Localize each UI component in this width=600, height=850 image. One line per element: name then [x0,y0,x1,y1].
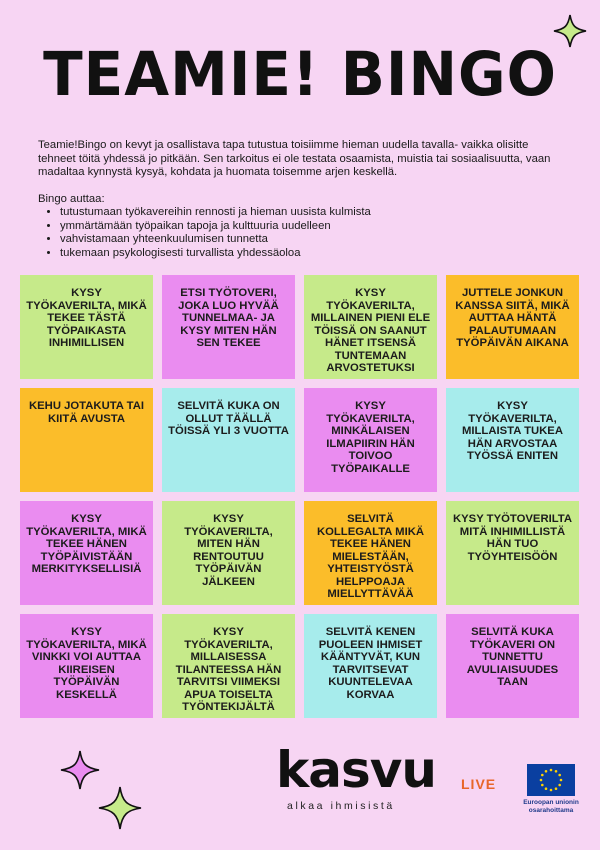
list-item: • ymmärtämään työpaikan tapoja ja kulttuuria uudelleen [60,220,568,234]
kasvu-logo: kasvu [276,741,436,799]
bingo-card: JUTTELE JONKUN KANSSA SIITÄ, MIKÄ AUTTAA HÄNTÄ PALAUTUMAAN TYÖPÄIVÄN AIKANA [446,275,579,379]
bingo-card: KYSY TYÖKAVERILTA, MILLAISTA TUKEA HÄN ARVOSTAA TYÖSSÄ ENITEN [446,388,579,492]
bingo-card: KYSY TYÖKAVERILTA, MILLAISESSA TILANTEESSA HÄN TARVITSI VIIMEKSI APUA TOISELTA TYÖNTEKIJÄLTÄ [162,614,295,718]
bingo-card: KYSY TYÖKAVERILTA, MIKÄ TEKEE TÄSTÄ TYÖPAIKASTA INHIMILLISEN [20,275,153,379]
intro-section [38,139,568,260]
intro-lead: Teamie!Bingo on kevyt ja osallistava tapa tutustua toisiimme hieman uudella tavalla- vaikka olisitte tehneet töitä yhdessä jo pitkään. Sen tarkoitus ei ole testata osaamista, muistia tai sosiaalisuutta, vaan madaltaa kynnystä kysyä, kohdata ja huomata toisemme arjen keskellä. [38,139,551,178]
bingo-card: KYSY TYÖKAVERILTA, MILLAINEN PIENI ELE TÖISSÄ ON SAANUT HÄNET ITSENSÄ TUNTEMAAN ARVOSTETUKSI [304,275,437,379]
sparkle-icon [60,750,100,790]
bingo-grid [20,275,579,718]
bingo-card: KYSY TYÖTOVERILTA MITÄ INHIMILLISTÄ HÄN TUO TYÖYHTEISÖÖN [446,501,579,605]
sparkle-icon [553,14,587,48]
list-item: • tukemaan psykologisesti turvallista yhdessäoloa [60,247,568,261]
eu-funding-text: Euroopan unionin osarahoittama [523,799,579,814]
bingo-card: KYSY TYÖKAVERILTA, MIKÄ VINKKI VOI AUTTAA KIIREISEN TYÖPÄIVÄN KESKELLÄ [20,614,153,718]
list-item: • vahvistamaan yhteenkuulumisen tunnetta [60,233,568,247]
bingo-card: SELVITÄ KUKA TYÖKAVERI ON TUNNETTU AVULIAISUUDES TAAN [446,614,579,718]
bingo-card: SELVITÄ KUKA ON OLLUT TÄÄLLÄ TÖISSÄ YLI 3 VUOTTA [162,388,295,492]
bingo-card: KYSY TYÖKAVERILTA, MINKÄLAISEN ILMAPIIRIN HÄN TOIVOO TYÖPAIKALLE [304,388,437,492]
bingo-card: SELVITÄ KENEN PUOLEEN IHMISET KÄÄNTYVÄT, KUN TARVITSEVAT KUUNTELEVAA KORVAA [304,614,437,718]
live-logo: LIVE [461,776,497,792]
intro-list-title: Bingo auttaa: [38,192,105,205]
list-item: • tutustumaan työkavereihin rennosti ja hieman uusista kulmista [60,206,568,220]
bingo-card: KYSY TYÖKAVERILTA, MIKÄ TEKEE HÄNEN TYÖPÄIVISTÄÄN MERKITYKSELLISIÄ [20,501,153,605]
sparkle-icon [98,786,142,830]
bingo-card: ETSI TYÖTOVERI, JOKA LUO HYVÄÄ TUNNELMAA- JA KYSY MITEN HÄN SEN TEKEE [162,275,295,379]
bingo-card: KYSY TYÖKAVERILTA, MITEN HÄN RENTOUTUU TYÖPÄIVÄN JÄLKEEN [162,501,295,605]
intro-list [38,206,568,260]
bingo-card: KEHU JOTAKUTA TAI KIITÄ AVUSTA [20,388,153,492]
page-title: TEAMIE! BINGO [43,38,557,110]
kasvu-tagline: alkaa ihmisistä [287,800,395,812]
eu-flag-icon [527,764,575,796]
bingo-card: SELVITÄ KOLLEGALTA MIKÄ TEKEE HÄNEN MIELESTÄÄN, YHTEISTYÖSTÄ HELPPOAJA MIELLYTTÄVÄÄ [304,501,437,605]
